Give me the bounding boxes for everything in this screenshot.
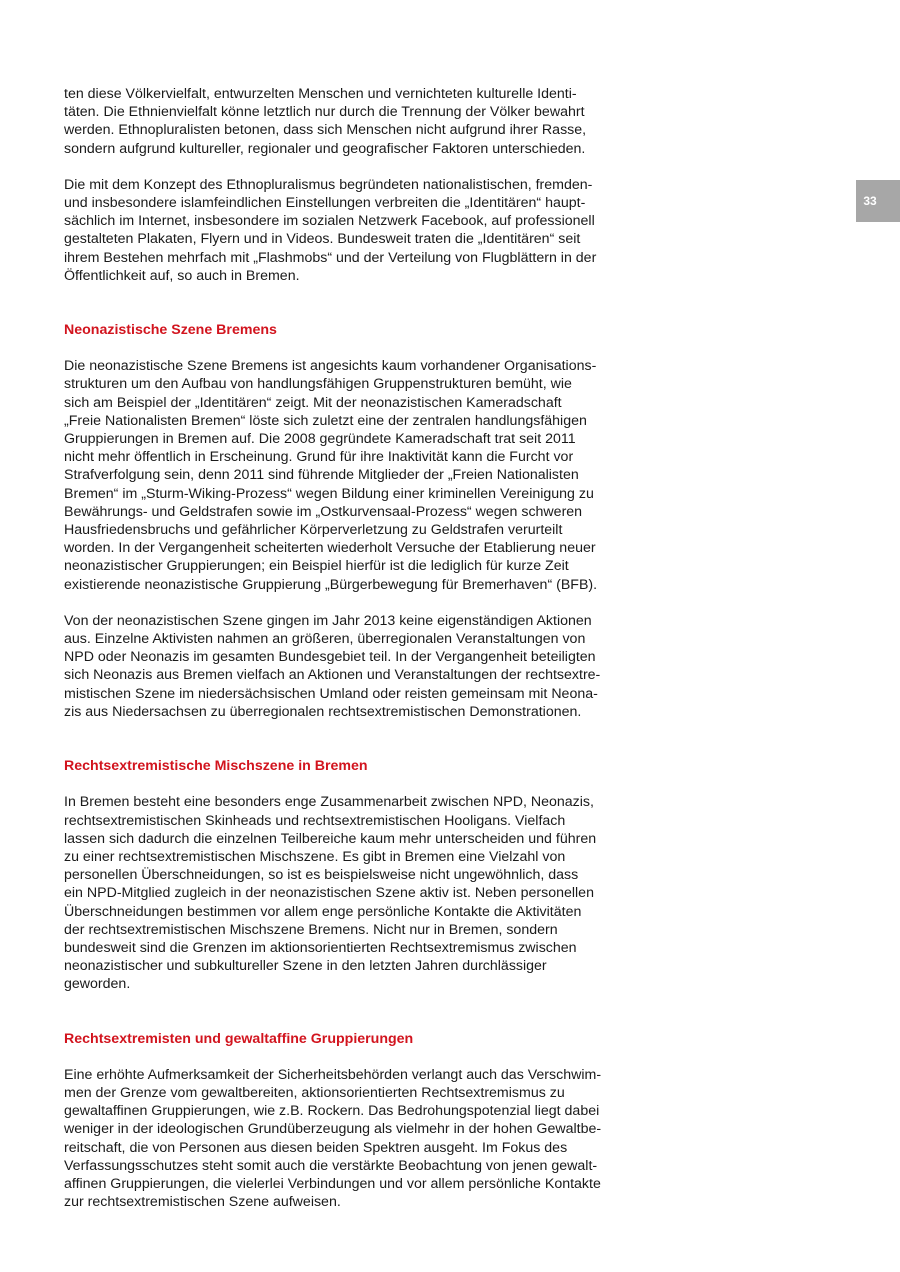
text-line: Bremen“ im „Sturm-Wiking-Prozess“ wegen Bildung einer kriminellen Vereinigung zu [64,485,594,502]
text-line: existierende neonazistische Gruppierung „Bürgerbewegung für Bremerhaven“ (BFB). [64,576,598,593]
text-line: Von der neonazistischen Szene gingen im Jahr 2013 keine eigenständigen Aktionen [64,612,592,629]
text-line: nicht mehr öffentlich in Erscheinung. Grund für ihre Inaktivität kann die Furcht vor [64,449,574,466]
text-line: personellen Überschneidungen, so ist es beispielsweise nicht ungewöhnlich, dass [64,867,579,884]
text-line: bundesweit sind die Grenzen im aktionsorientierten Rechtsextremismus zwischen [64,939,577,956]
text-line: neonazistischer Gruppierungen; ein Beispiel hierfür ist die lediglich für kurze Zeit [64,558,569,575]
text-line: sächlich im Internet, insbesondere im sozialen Netzwerk Facebook, auf professionell [64,213,595,230]
text-line: ten diese Völkervielfalt, entwurzelten Menschen und vernichteten kulturelle Identi- [64,86,577,102]
section-2-paragraph-1 [64,793,624,993]
text-line: worden. In der Vergangenheit scheiterten wiederholt Versuche der Etablierung neuer [64,540,596,557]
text-line: affinen Gruppierungen, die vielerlei Verbindungen und vor allem persönliche Kontakte [64,1175,601,1192]
text-line: täten. Die Ethnienvielfalt könne letztlich nur durch die Trennung der Völker bewahrt [64,104,585,121]
text-line: In Bremen besteht eine besonders enge Zusammenarbeit zwischen NPD, Neonazis, [64,794,594,811]
text-line: sich am Beispiel der „Identitären“ zeigt. Mit der neonazistischen Kameradschaft [64,394,562,411]
text-line: ein NPD-Mitglied zugleich in der neonazistischen Szene aktiv ist. Neben personellen [64,885,594,902]
section-heading-violent-groups: Rechtsextremisten und gewaltaffine Gruppierungen [64,1030,414,1047]
text-line: der rechtsextremistischen Mischszene Bremens. Nicht nur in Bremen, sondern [64,921,558,938]
page-number: 33 [863,194,877,208]
text-line: Hausfriedensbruchs und gefährlicher Körperverletzung zu Geldstrafen verurteilt [64,522,563,539]
text-line: NPD oder Neonazis im gesamten Bundesgebiet teil. In der Vergangenheit beteiligten [64,649,596,666]
text-line: zis aus Niedersachsen zu überregionalen rechtsextremistischen Demonstrationen. [64,703,582,720]
text-line: weniger in der ideologischen Grundüberzeugung als vielmehr in der hohen Gewaltbe- [64,1121,602,1138]
text-line: lassen sich dadurch die einzelnen Teilbereiche kaum mehr unterscheiden und führen [64,830,597,847]
page-body [64,85,624,1211]
text-line: Die neonazistische Szene Bremens ist angesichts kaum vorhandener Organisations- [64,358,597,375]
text-line: werden. Ethnopluralisten betonen, dass sich Menschen nicht aufgrund ihrer Rasse, [64,122,587,139]
text-line: zur rechtsextremistischen Szene aufweisen. [64,1194,341,1211]
page-number-tab [856,180,900,222]
section-1-paragraph-1 [64,357,624,594]
text-line: Überschneidungen bestimmen vor allem enge persönliche Kontakte die Aktivitäten [64,903,582,920]
text-line: Bewährungs- und Geldstrafen sowie im „Ostkurvensaal-Prozess“ wegen schweren [64,503,583,520]
text-line: Öffentlichkeit auf, so auch in Bremen. [64,267,300,284]
text-line: und insbesondere islamfeindlichen Einstellungen verbreiten die „Identitären“ haupt- [64,195,586,212]
text-line: gestalteten Plakaten, Flyern und in Videos. Bundesweit traten die „Identitären“ seit [64,231,581,248]
intro-paragraph-2 [64,176,624,285]
text-line: Die mit dem Konzept des Ethnopluralismus begründeten nationalistischen, fremden- [64,176,593,193]
text-line: rechtsextremistischen Skinheads und rechtsextremistischen Hooligans. Vielfach [64,812,566,829]
text-line: neonazistischer und subkultureller Szene in den letzten Jahren durchlässiger [64,958,547,975]
text-line: Eine erhöhte Aufmerksamkeit der Sicherheitsbehörden verlangt auch das Verschwim- [64,1066,602,1083]
text-line: „Freie Nationalisten Bremen“ löste sich zuletzt eine der zentralen handlungsfähigen [64,412,587,429]
text-line: men der Grenze vom gewaltbereiten, aktionsorientierten Rechtsextremismus zu [64,1084,565,1101]
text-line: reitschaft, die von Personen aus diesen beiden Spektren ausgeht. Im Fokus des [64,1139,568,1156]
text-line: ihrem Bestehen mehrfach mit „Flashmobs“ und der Verteilung von Flugblättern in der [64,249,597,266]
section-heading-neonazi-scene: Neonazistische Szene Bremens [64,322,277,339]
text-line: zu einer rechtsextremistischen Mischszene. Es gibt in Bremen eine Vielzahl von [64,848,566,865]
section-heading-mixed-scene: Rechtsextremistische Mischszene in Bremen [64,758,368,775]
text-line: Strafverfolgung sein, denn 2011 sind führende Mitglieder der „Freien Nationalisten [64,467,579,484]
intro-paragraph-1 [64,85,624,158]
text-line: Verfassungsschutzes steht somit auch die verstärkte Beobachtung von jenen gewalt- [64,1157,598,1174]
text-line: sondern aufgrund kultureller, regionaler und geografischer Faktoren unterschieden. [64,140,586,157]
text-line: aus. Einzelne Aktivisten nahmen an größeren, überregionalen Veranstaltungen von [64,631,586,648]
text-line: mistischen Szene im niedersächsischen Umland oder reisten gemeinsam mit Neona- [64,685,598,702]
text-line: gewaltaffinen Gruppierungen, wie z.B. Rockern. Das Bedrohungspotenzial liegt dabei [64,1103,600,1120]
text-line: Gruppierungen in Bremen auf. Die 2008 gegründete Kameradschaft trat seit 2011 [64,431,576,448]
text-line: geworden. [64,976,131,993]
text-line: sich Neonazis aus Bremen vielfach an Aktionen und Veranstaltungen der rechtsextre- [64,667,601,684]
text-line: strukturen um den Aufbau von handlungsfähigen Gruppenstrukturen bemüht, wie [64,376,572,393]
section-1-paragraph-2 [64,612,624,721]
section-3-paragraph-1 [64,1066,624,1212]
